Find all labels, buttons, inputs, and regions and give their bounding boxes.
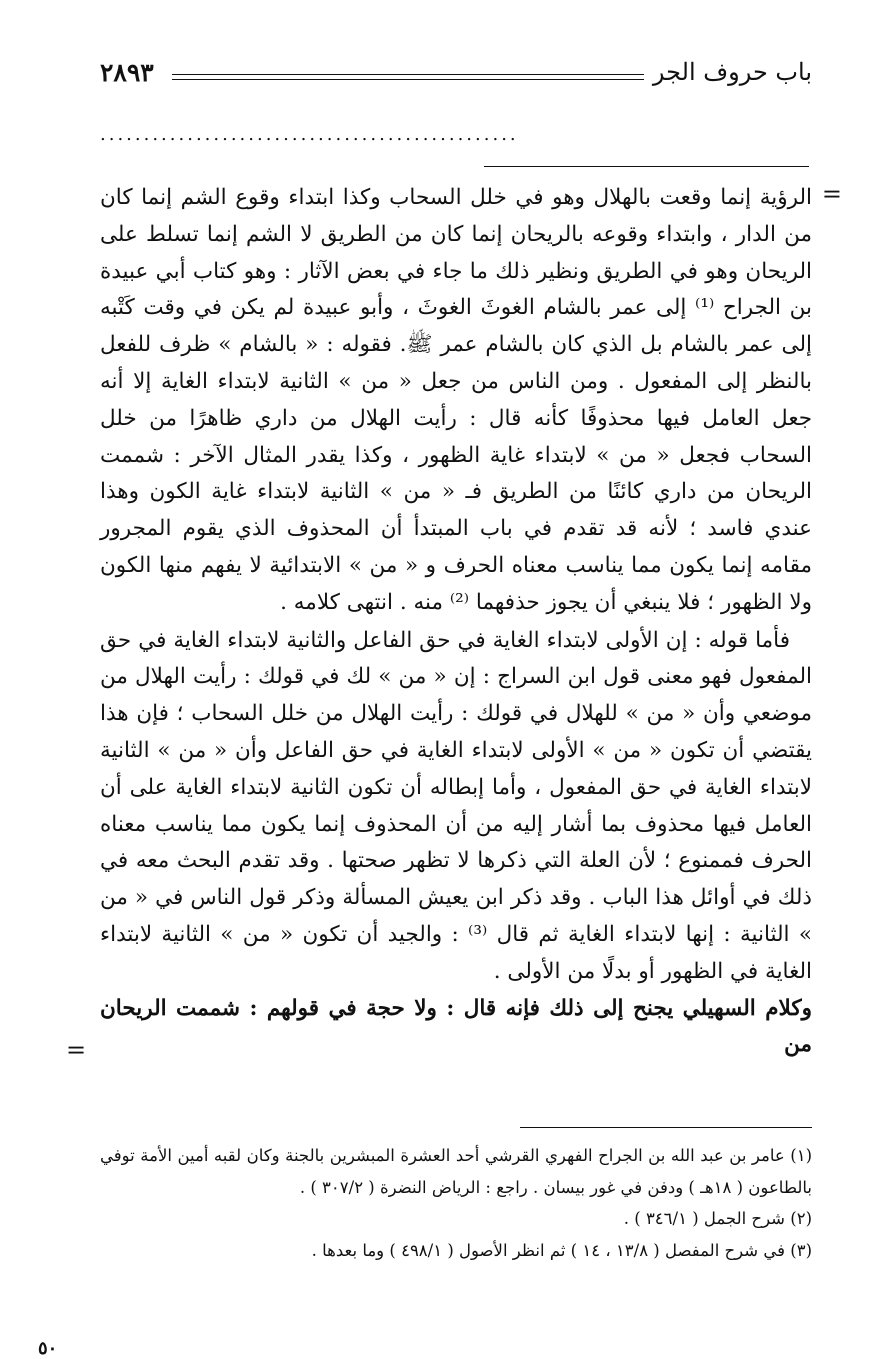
separator-rule <box>484 166 809 167</box>
paragraph-1: الرؤية إنما وقعت بالهلال وهو في خلل السحاب وكذا ابتداء وقوع الشم إنما كان من الدار ، وابتداء وقوعه بالريحان إنما كان من الطريق لا الشم إنما تسلط على الريحان وهو في الطريق ونظير ذلك ما جاء في بعض الآثار : وهو كتاب أبي عبيدة بن الجراح ⁽¹⁾ إلى عمر بالشام الغوثَ الغوثَ ، وأبو عبيدة لم يكن في وقت كَتْبه إلى عمر بالشام بل الذي كان بالشام عمر ﷺ. فقوله : « بالشام » ظرف للفعل بالنظر إلى المفعول . ومن الناس من جعل « من » الثانية لابتداء الغاية إلا أنه جعل العامل فيها محذوفًا كأنه قال : رأيت الهلال من داري ظاهرًا من خلل السحاب فجعل « من » لابتداء غاية الظهور ، وكذا يقدر المثال الآخر : شممت الريحان من داري كائنًا من الطريق فـ « من » الثانية لابتداء غاية الكون وهذا عندي فاسد ؛ لأنه قد تقدم في باب المبتدأ أن المحذوف الذي يقوم المجرور مقامه إنما يكون مما يناسب معناه الحرف و « من » الابتدائية لا يفهم منها الكون ولا الظهور ؛ فلا ينبغي أن يجوز حذفهما ⁽²⁾ منه . انتهى كلامه . <box>100 185 812 615</box>
footnote-2: (٢) شرح الجمل ( ٣٤٦/١ ) . <box>623 1209 812 1228</box>
continues-mark: = <box>66 1036 87 1065</box>
corner-mark: ٥٠ <box>38 1338 58 1359</box>
paragraph-3: وكلام السهيلي يجنح إلى ذلك فإنه قال : ولا حجة في قولهم : شممت الريحان من <box>100 995 812 1058</box>
running-header <box>100 56 812 96</box>
chapter-title: باب حروف الجر <box>652 58 812 86</box>
footnotes <box>100 1140 812 1266</box>
footnote-3: (٣) في شرح المفصل ( ١٣/٨ ، ١٤ ) ثم انظر الأصول ( ٤٩٨/١ ) وما بعدها . <box>311 1240 812 1260</box>
paragraph-1-wrap <box>100 180 842 622</box>
page-number: ٢٨٩٣ <box>100 58 154 87</box>
paragraph-2: فأما قوله : إن الأولى لابتداء الغاية في حق الفاعل والثانية لابتداء الغاية في حق المفعول فهو معنى قول ابن السراج : إن « من » لك في قولك : رأيت الهلال من موضعي وأن « من » للهلال في قولك : رأيت الهلال من خلل السحاب ؛ فإن هذا يقتضي أن تكون « من » الأولى لابتداء الغاية في حق الفاعل وأن « من » الثانية لابتداء الغاية في حق المفعول ، وأما إبطاله أن تكون الثانية لابتداء الغاية على أن العامل فيها محذوف بما أشار إليه من أن المحذوف إنما يكون مما يناسب معناه الحرف فممنوع ؛ لأن العلة التي ذكرها لا تظهر صحتها . وقد تقدم البحث معه في ذلك في أوائل هذا الباب . وقد ذكر ابن يعيش المسألة وذكر قول الناس في « من » الثانية : إنها لابتداء الغاية ثم قال ⁽³⁾ : والجيد أن تكون « من » الثانية لابتداء الغاية في الظهور أو بدلًا من الأولى . <box>100 627 812 984</box>
continued-from-mark: = <box>821 180 842 208</box>
header-rule <box>172 74 644 80</box>
footnote-1: (١) عامر بن عبد الله بن الجراح الفهري القرشي أحد العشرة المبشرين بالجنة وكان لقبه أمين الأمة توفي بالطاعون ( ١٨هـ ) ودفن في غور بيسان . راجع : الرياض النضرة ( ٣٠٧/٢ ) . <box>100 1146 812 1197</box>
main-text <box>66 180 842 1065</box>
paragraph-3-wrap <box>66 991 812 1065</box>
footnote-rule <box>520 1127 812 1128</box>
dotted-separator: ................................................ <box>100 124 519 144</box>
